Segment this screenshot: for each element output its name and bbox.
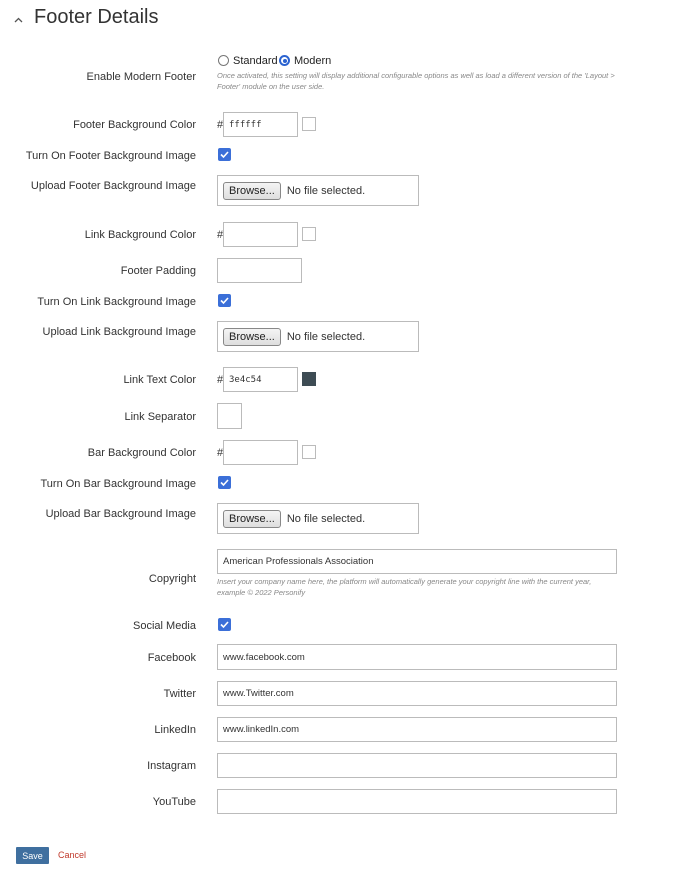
footer-bg-color-swatch[interactable]	[302, 117, 316, 131]
bar-bg-image-checkbox[interactable]	[218, 476, 231, 489]
browse-button[interactable]: Browse...	[223, 328, 281, 346]
link-text-color-input[interactable]: 3e4c54	[223, 367, 298, 392]
enable-modern-footer-label: Enable Modern Footer	[86, 71, 196, 83]
footer-bg-upload-label: Upload Footer Background Image	[30, 180, 196, 192]
youtube-input[interactable]	[217, 789, 617, 814]
chevron-up-icon[interactable]	[14, 14, 28, 26]
copyright-input[interactable]: American Professionals Association	[217, 549, 617, 574]
link-text-color-swatch[interactable]	[302, 372, 316, 386]
radio-standard-label: Standard	[233, 55, 278, 67]
bar-bg-color-label: Bar Background Color	[87, 447, 196, 459]
footer-bg-color-input[interactable]: ffffff	[223, 112, 298, 137]
radio-standard[interactable]	[218, 55, 229, 66]
file-status: No file selected.	[286, 330, 366, 343]
footer-bg-file-input[interactable]	[217, 175, 419, 206]
footer-bg-image-checkbox[interactable]	[218, 148, 231, 161]
link-bg-image-checkbox[interactable]	[218, 294, 231, 307]
link-separator-label: Link Separator	[124, 411, 196, 423]
link-bg-color-label: Link Background Color	[84, 229, 196, 241]
hash-symbol: #	[217, 447, 224, 459]
linkedin-input[interactable]: www.linkedIn.com	[217, 717, 617, 742]
hash-symbol: #	[217, 229, 224, 241]
hash-symbol: #	[217, 119, 224, 131]
bar-bg-file-input[interactable]	[217, 503, 419, 534]
instagram-label: Instagram	[147, 760, 196, 772]
facebook-input[interactable]: www.facebook.com	[217, 644, 617, 670]
link-bg-file-input[interactable]	[217, 321, 419, 352]
hash-symbol: #	[217, 374, 224, 386]
checkmark-icon	[219, 149, 230, 160]
link-bg-color-swatch[interactable]	[302, 227, 316, 241]
save-button[interactable]: Save	[16, 847, 49, 864]
checkmark-icon	[219, 477, 230, 488]
social-media-checkbox[interactable]	[218, 618, 231, 631]
section-header[interactable]	[14, 4, 159, 30]
file-status: No file selected.	[286, 512, 366, 525]
footer-bg-image-toggle-label: Turn On Footer Background Image	[25, 150, 196, 162]
linkedin-label: LinkedIn	[154, 724, 196, 736]
checkmark-icon	[219, 619, 230, 630]
modern-footer-help: Once activated, this setting will display additional configurable options as well as load a different version of the 'Layout > Footer' module on the user side.	[217, 71, 615, 91]
bar-bg-upload-label: Upload Bar Background Image	[45, 508, 196, 520]
copyright-label: Copyright	[148, 573, 196, 585]
footer-padding-input[interactable]	[217, 258, 302, 283]
browse-button[interactable]: Browse...	[223, 510, 281, 528]
link-bg-color-input[interactable]	[223, 222, 298, 247]
section-title: Footer Details	[34, 5, 159, 28]
browse-button[interactable]: Browse...	[223, 182, 281, 200]
bar-bg-image-toggle-label: Turn On Bar Background Image	[40, 478, 196, 490]
twitter-input[interactable]: www.Twitter.com	[217, 681, 617, 706]
cancel-link[interactable]: Cancel	[58, 850, 87, 860]
radio-modern-label: Modern	[294, 55, 332, 67]
file-status: No file selected.	[286, 184, 366, 197]
instagram-input[interactable]	[217, 753, 617, 778]
bar-bg-color-swatch[interactable]	[302, 445, 316, 459]
footer-padding-label: Footer Padding	[120, 265, 196, 277]
social-media-label: Social Media	[133, 620, 196, 632]
twitter-label: Twitter	[163, 688, 196, 700]
footer-bg-color-label: Footer Background Color	[73, 119, 196, 131]
facebook-label: Facebook	[147, 652, 196, 664]
link-text-color-label: Link Text Color	[123, 374, 196, 386]
radio-modern[interactable]	[279, 55, 290, 66]
link-bg-upload-label: Upload Link Background Image	[42, 326, 196, 338]
checkmark-icon	[219, 295, 230, 306]
youtube-label: YouTube	[152, 796, 196, 808]
link-bg-image-toggle-label: Turn On Link Background Image	[37, 296, 196, 308]
link-separator-input[interactable]	[217, 403, 242, 429]
bar-bg-color-input[interactable]	[223, 440, 298, 465]
copyright-help: Insert your company name here, the platform will automatically generate your copyright line with the current year, example © 2022 Personify	[217, 577, 592, 597]
